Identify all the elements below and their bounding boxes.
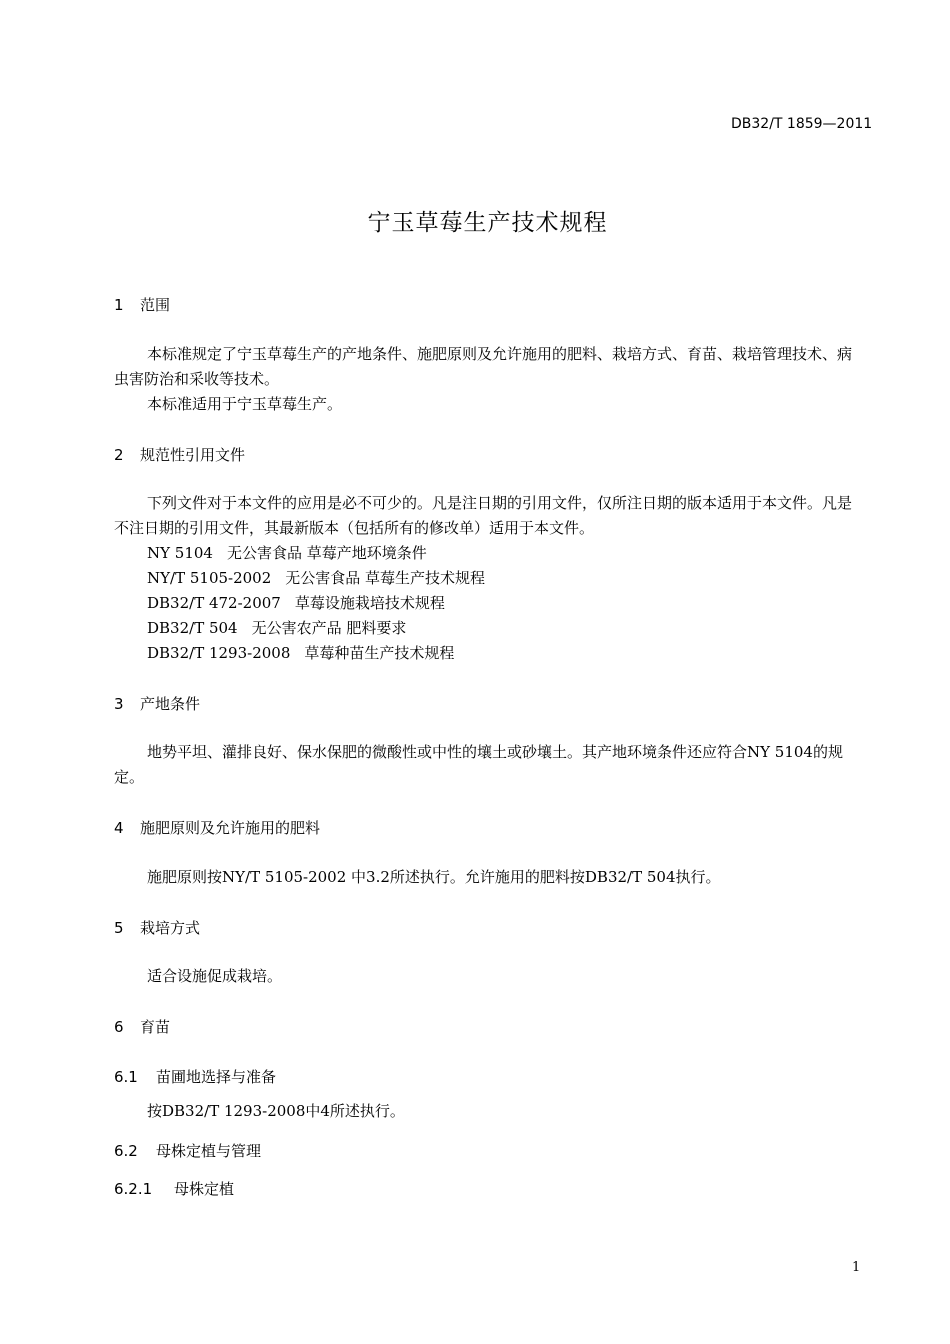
- section-number: 2: [114, 446, 124, 464]
- section-number: 5: [114, 919, 124, 937]
- reference-item: [147, 592, 445, 613]
- reference-item: [147, 542, 427, 563]
- reference-code: DB32/T 504: [147, 619, 238, 637]
- subsection-6-1-heading: [114, 1066, 276, 1087]
- section-number: 6: [114, 1018, 124, 1036]
- section-title: 产地条件: [140, 695, 201, 713]
- reference-title: 无公害农产品 肥料要求: [251, 619, 407, 637]
- subsection-6-2-1-heading: [114, 1178, 234, 1199]
- reference-title: 草莓设施栽培技术规程: [294, 594, 445, 612]
- section-3-heading: [114, 693, 200, 714]
- subsection-title: 母株定植: [174, 1180, 235, 1198]
- paragraph: 按DB32/T 1293-2008中4所述执行。: [147, 1102, 405, 1120]
- section-title: 栽培方式: [140, 919, 201, 937]
- subsection-6-2-heading: [114, 1140, 261, 1161]
- section-number: 1: [114, 296, 124, 314]
- section-number: 4: [114, 819, 124, 837]
- paragraph: 施肥原则按NY/T 5105-2002 中3.2所述执行。允许施用的肥料按DB32/T 504执行。: [147, 868, 721, 886]
- section-1-heading: [114, 294, 170, 315]
- document-title: 宁玉草莓生产技术规程: [367, 210, 608, 236]
- paragraph: 本标准规定了宁玉草莓生产的产地条件、施肥原则及允许施用的肥料、栽培方式、育苗、栽培管理技术、病虫害防治和采收等技术。: [114, 345, 853, 388]
- reference-code: DB32/T 1293-2008: [147, 644, 291, 662]
- subsection-title: 母株定植与管理: [156, 1142, 262, 1160]
- paragraph: 地势平坦、灌排良好、保水保肥的微酸性或中性的壤土或砂壤土。其产地环境条件还应符合NY 5104的规定。: [114, 743, 843, 786]
- reference-title: 无公害食品 草莓生产技术规程: [285, 569, 486, 587]
- reference-title: 草莓种苗生产技术规程: [304, 644, 455, 662]
- reference-item: [147, 642, 454, 663]
- section-title: 育苗: [140, 1018, 171, 1036]
- reference-code: NY 5104: [147, 544, 213, 562]
- reference-title: 无公害食品 草莓产地环境条件: [226, 544, 427, 562]
- reference-code: NY/T 5105-2002: [147, 569, 272, 587]
- section-title: 规范性引用文件: [140, 446, 246, 464]
- section-4-heading: [114, 817, 320, 838]
- reference-item: [147, 567, 485, 588]
- section-5-heading: [114, 917, 200, 938]
- reference-code: DB32/T 472-2007: [147, 594, 281, 612]
- standard-code: DB32/T 1859—2011: [731, 116, 873, 132]
- section-title: 施肥原则及允许施用的肥料: [140, 819, 321, 837]
- section-number: 3: [114, 695, 124, 713]
- paragraph: 适合设施促成栽培。: [147, 967, 283, 985]
- paragraph: 下列文件对于本文件的应用是必不可少的。凡是注日期的引用文件，仅所注日期的版本适用于本文件。凡是不注日期的引用文件，其最新版本（包括所有的修改单）适用于本文件。: [114, 494, 853, 537]
- section-title: 范围: [140, 296, 171, 314]
- subsection-title: 苗圃地选择与准备: [156, 1068, 277, 1086]
- subsection-number: 6.1: [114, 1068, 138, 1086]
- page-number: 1: [852, 1260, 861, 1275]
- subsection-number: 6.2.1: [114, 1180, 153, 1198]
- section-2-heading: [114, 444, 245, 465]
- paragraph: 本标准适用于宁玉草莓生产。: [147, 395, 343, 413]
- subsection-number: 6.2: [114, 1142, 138, 1160]
- reference-item: [147, 617, 406, 638]
- section-6-heading: [114, 1016, 170, 1037]
